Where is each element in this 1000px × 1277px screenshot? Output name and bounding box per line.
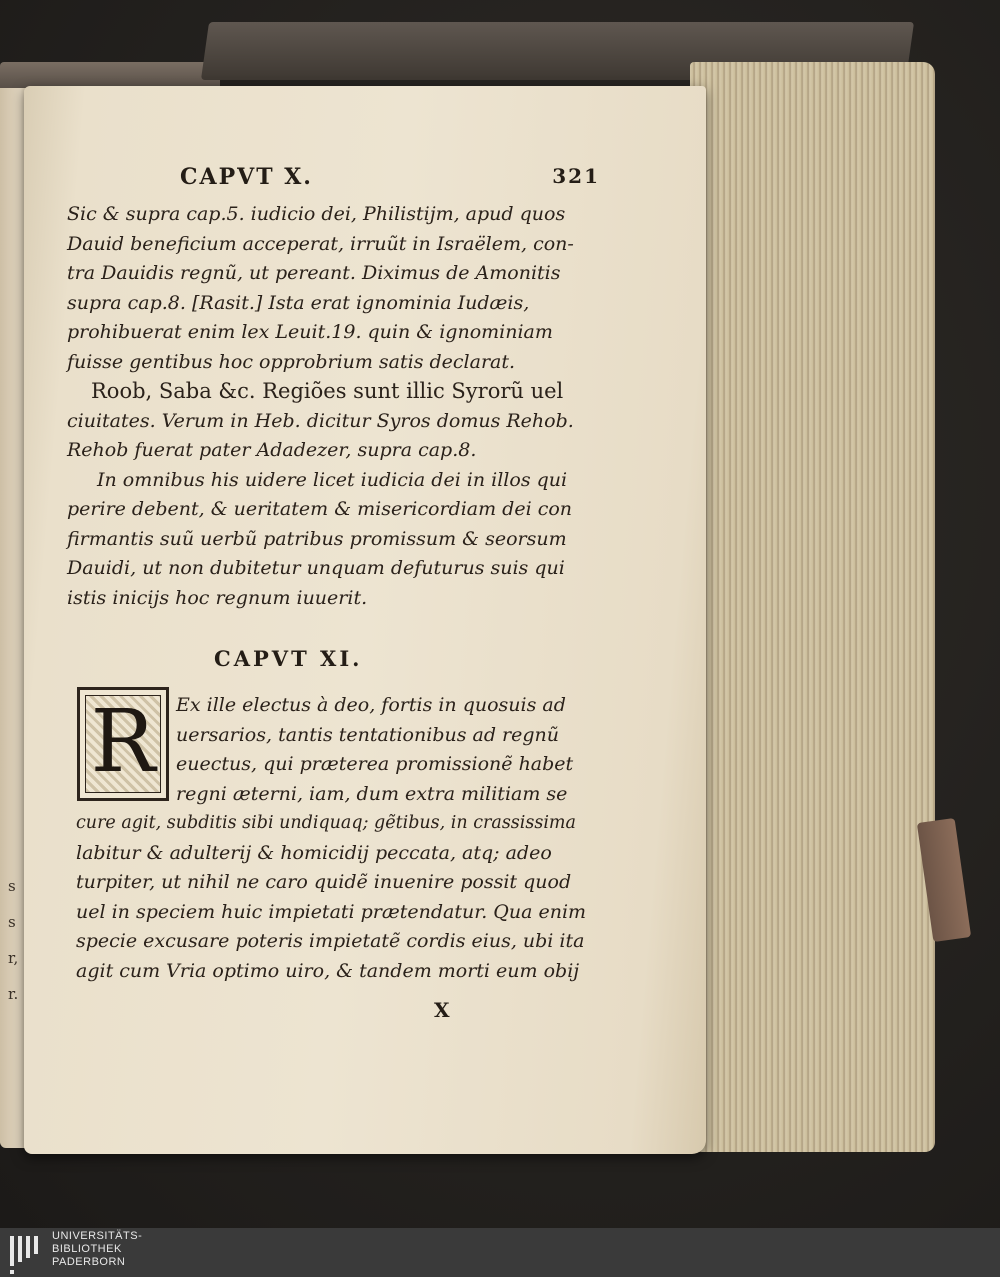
page-header (180, 164, 600, 194)
text-line: istis inicijs hoc regnum iuuerit. (67, 586, 368, 609)
text-line: fuisse gentibus hoc opprobrium satis declarat. (67, 350, 516, 373)
text-line: uel in speciem huic impietati prætendatur. Qua enim (76, 900, 587, 923)
library-name-line: PADERBORN (52, 1256, 126, 1268)
margin-mark: r, (8, 949, 19, 967)
text-line: cure agit, subditis sibi undiquaq; gẽtibus, in crassissima (76, 813, 576, 833)
signature-mark: X (434, 998, 450, 1022)
text-line: supra cap.8. [Rasit.] Ista erat ignominia Iudæis, (67, 291, 530, 314)
text-line: labitur & adulterij & homicidij peccata, atq; adeo (76, 841, 552, 864)
text-line: Dauidi, ut non dubitetur unquam defuturus suis qui (67, 557, 565, 579)
text-line: agit cum Vria optimo uiro, & tandem morti eum obij (76, 959, 580, 982)
text-line: regni æterni, iam, dum extra militiam se (176, 782, 568, 805)
text-line: specie excusare poteris impietatẽ cordis eius, ubi ita (76, 930, 585, 952)
running-title: CAPVT X. (180, 164, 313, 190)
margin-mark: s (8, 877, 16, 895)
text-line: Sic & supra cap.5. iudicio dei, Philistijm, apud quos (67, 203, 566, 225)
margin-mark: r. (8, 985, 19, 1003)
text-line: ciuitates. Verum in Heb. dicitur Syros domus Rehob. (67, 409, 574, 432)
chapter-heading: CAPVT XI. (214, 646, 363, 671)
text-line: tra Dauidis regnũ, ut pereant. Diximus de Amonitis (67, 262, 561, 284)
chapter-11-text (76, 691, 587, 986)
library-name-line: UNIVERSITÄTS- (52, 1230, 143, 1242)
text-line: perire debent, & ueritatem & misericordiam dei con (67, 498, 573, 520)
right-page (24, 86, 706, 1154)
library-logo-icon (8, 1232, 48, 1276)
initial-letter: R (90, 692, 156, 792)
text-line: turpiter, ut nihil ne caro quidẽ inuenire possit quod (76, 871, 572, 893)
text-line: Roob, Saba &c. Regiões sunt illic Syrorũ uel (91, 379, 564, 403)
footer-bar (0, 1228, 1000, 1277)
library-name-line: BIBLIOTHEK (52, 1243, 122, 1255)
text-line: firmantis suũ uerbũ patribus promissum & seorsum (67, 527, 567, 550)
text-line: uersarios, tantis tentationibus ad regnũ (176, 723, 559, 746)
library-name (52, 1230, 142, 1269)
text-line: euectus, qui præterea promissionẽ habet (176, 753, 574, 775)
chapter-10-text (67, 200, 574, 613)
page-block-edge (690, 62, 935, 1152)
text-line: Rehob fuerat pater Adadezer, supra cap.8. (67, 439, 477, 461)
text-line: Ex ille electus à deo, fortis in quosuis ad (176, 694, 566, 716)
page-number: 321 (552, 164, 600, 188)
text-line: Dauid beneficium acceperat, irruũt in Israëlem, con- (67, 232, 574, 255)
margin-mark: s (8, 913, 16, 931)
text-line: In omnibus his uidere licet iudicia dei in illos qui (97, 468, 568, 491)
text-line: prohibuerat enim lex Leuit.19. quin & ignominiam (67, 321, 553, 343)
